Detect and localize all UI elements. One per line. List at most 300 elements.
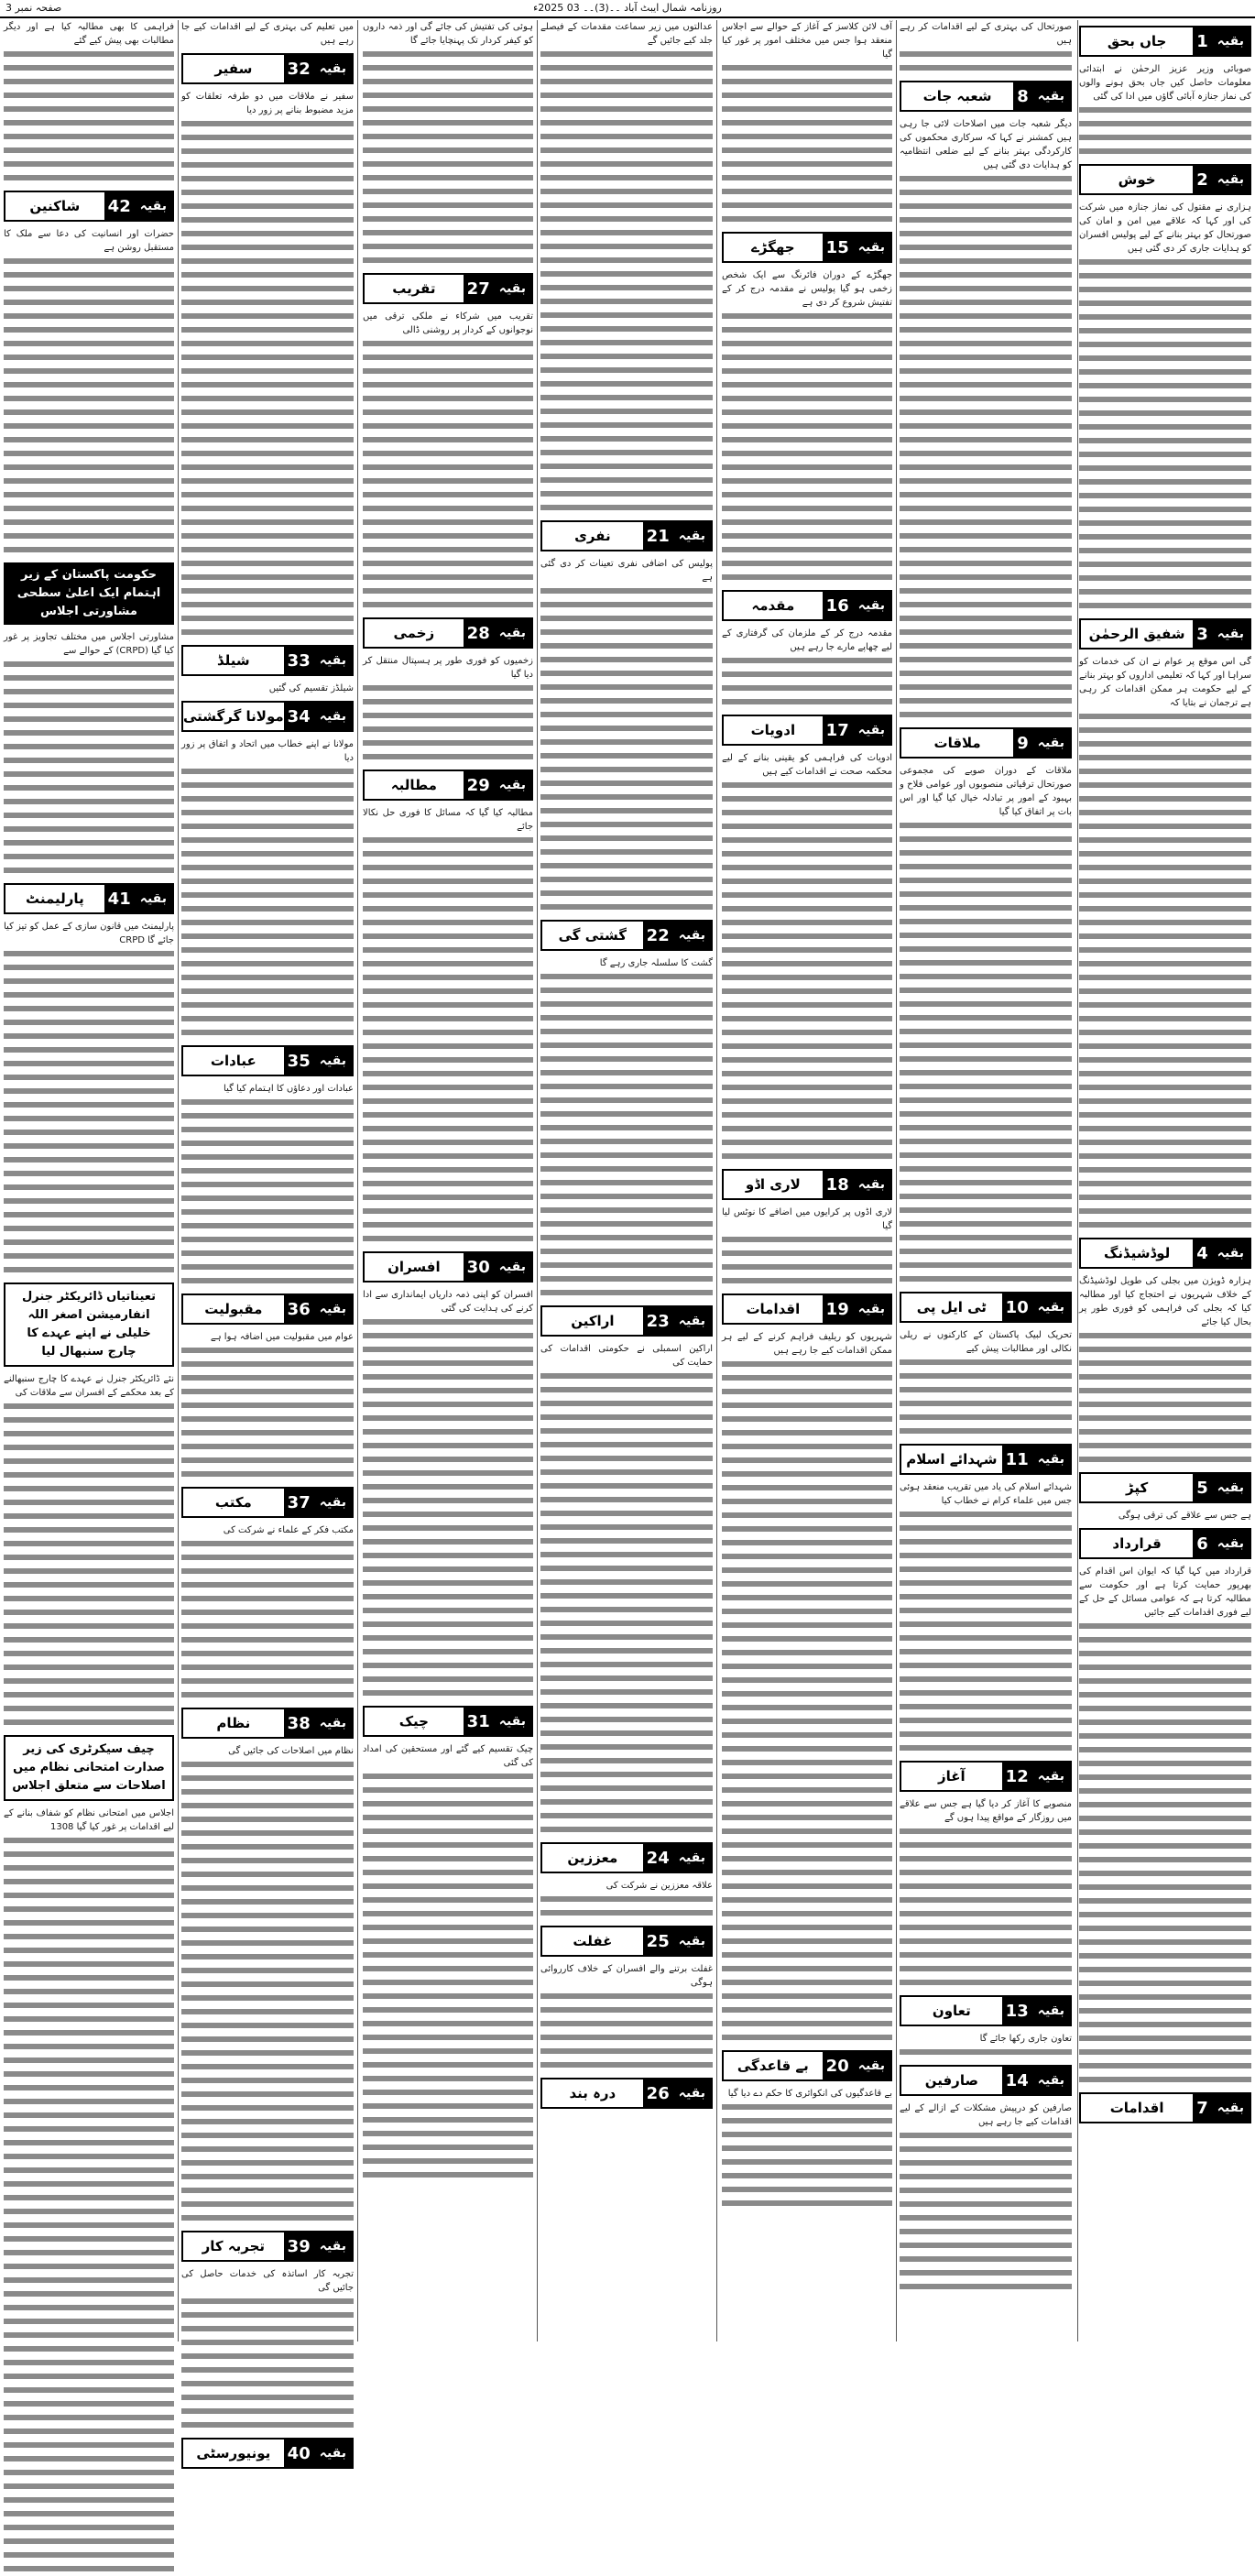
continuation-title: چیک — [365, 1708, 464, 1735]
continuation-title: تقریب — [365, 275, 464, 302]
article-paragraph: صارفین کو درپیش مشکلات کے ازالے کے لیے اقدامات کیے جا رہے ہیں — [900, 2103, 1072, 2127]
continuation-title: مولانا گرگشتی — [183, 703, 284, 730]
continuation-label-18 — [722, 1169, 892, 1200]
article-paragraph: افسران کو اپنی ذمہ داریاں ایمانداری سے ادا کرنے کی ہدایت کی گئی — [363, 1290, 533, 1314]
article-text — [722, 1330, 892, 2045]
column-4 — [540, 20, 713, 2341]
continuation-number: 16 — [823, 592, 853, 619]
continuation-word: بقیہ — [673, 2079, 711, 2107]
article-text — [900, 2032, 1072, 2059]
article-text — [4, 1806, 174, 2576]
article-body-lines — [900, 2046, 1072, 2059]
continuation-title: اقدامات — [724, 1295, 823, 1323]
column-1 — [1079, 20, 1251, 2341]
article-paragraph: جھگڑے کے دوران فائرنگ سے ایک شخص زخمی ہو گیا پولیس نے مقدمہ درج کر کے تفتیش شروع کر دی ہے — [722, 270, 892, 308]
continuation-label-26 — [540, 2078, 713, 2109]
continuation-number: 12 — [1002, 1763, 1032, 1790]
continuation-title: ٹی ایل پی — [901, 1293, 1002, 1321]
continuation-label-27 — [363, 273, 533, 304]
continuation-title: غفلت — [542, 1927, 643, 1955]
continuation-label-19 — [722, 1293, 892, 1325]
article-body-lines — [1079, 1329, 1251, 1467]
continuation-word: بقیہ — [853, 234, 890, 261]
article-body-lines — [181, 1537, 354, 1702]
continuation-number: 15 — [823, 234, 853, 261]
article-paragraph: چیک تقسیم کیے گئے اور مستحقین کی امداد کی گئی — [363, 1744, 533, 1768]
article-paragraph: ملاقات کے دوران صوبے کی مجموعی صورتحال ترقیاتی منصوبوں اور عوامی فلاح و بہبود کے امور پر تبادلہ خیال کیا گیا اور اس بات پر اتفاق کیا گیا — [900, 766, 1072, 817]
continuation-label-36 — [181, 1293, 354, 1325]
continuation-title: نفری — [542, 522, 643, 550]
continuation-title: افسران — [365, 1253, 464, 1281]
article-body-lines — [900, 2129, 1072, 2294]
continuation-label-3 — [1079, 618, 1251, 649]
article-body-lines — [722, 310, 892, 584]
continuation-title: جھگڑے — [724, 234, 823, 261]
article-text — [363, 310, 533, 612]
article-body-lines — [363, 1770, 533, 2182]
article-body-lines — [540, 1990, 713, 2072]
continuation-label-30 — [363, 1251, 533, 1283]
continuation-number: 8 — [1013, 82, 1032, 110]
article-paragraph: ہزارہ ڈویژن میں بجلی کی طویل لوڈشیڈنگ کے خلاف شہریوں نے احتجاج کیا اور مطالبہ کیا کہ بجلی کی فراہمی کو فوری طور پر بحال کیا جائے — [1079, 1276, 1251, 1327]
continuation-word: بقیہ — [314, 2440, 352, 2467]
continuation-title: مقبولیت — [183, 1295, 284, 1323]
article-body-lines — [4, 1834, 174, 2576]
article-paragraph: عوام میں مقبولیت میں اضافہ ہوا ہے — [210, 1332, 354, 1342]
continuation-word: بقیہ — [494, 619, 531, 647]
article-body-lines — [181, 2295, 354, 2432]
article-body-lines — [1079, 256, 1251, 613]
article-paragraph: عبادات اور دعاؤں کا اہتمام کیا گیا — [224, 1084, 354, 1094]
continuation-word: بقیہ — [1212, 166, 1250, 193]
continuation-word: بقیہ — [1212, 1474, 1250, 1501]
continuation-number: 37 — [284, 1489, 314, 1516]
article-body-lines — [540, 970, 713, 1300]
continuation-title: اراکین — [542, 1307, 643, 1335]
article-text — [722, 1206, 892, 1288]
article-text — [722, 627, 892, 709]
continuation-title: یونیورسٹی — [183, 2440, 284, 2467]
continuation-word: بقیہ — [1032, 1763, 1070, 1790]
continuation-number: 41 — [104, 885, 135, 912]
continuation-number: 35 — [284, 1047, 314, 1075]
continuation-word: بقیہ — [1212, 1530, 1250, 1557]
article-paragraph: نظام میں اصلاحات کی جائیں گی — [228, 1746, 354, 1756]
continuation-number: 11 — [1002, 1446, 1032, 1473]
article-paragraph: سفیر نے ملاقات میں دو طرفہ تعلقات کو مزید مضبوط بنانے پر زور دیا — [181, 92, 354, 115]
article-text — [540, 1342, 713, 1837]
continuation-label-23 — [540, 1305, 713, 1337]
article-body-lines — [1079, 104, 1251, 158]
continuation-title: معززین — [542, 1844, 643, 1872]
article-text — [900, 2101, 1072, 2294]
article-body-lines — [181, 1096, 354, 1288]
article-paragraph: تحریک لبیک پاکستان کے کارکنوں نے ریلی نکالی اور مطالبات پیش کیے — [900, 1330, 1072, 1354]
article-body-lines — [1079, 1620, 1251, 2087]
article-body-lines — [4, 255, 174, 557]
continuation-title: تعاون — [901, 1997, 1002, 2025]
continuation-number: 21 — [643, 522, 673, 550]
continuation-title: شیلڈ — [183, 647, 284, 674]
article-body-lines — [4, 658, 174, 878]
continuation-label-31 — [363, 1706, 533, 1737]
continuation-title: مطالبہ — [365, 771, 464, 799]
continuation-title: خوش — [1081, 166, 1193, 193]
article-body-lines — [1079, 710, 1251, 1232]
article-paragraph: ادویات کی فراہمی کو یقینی بنانے کے لیے محکمہ صحت نے اقدامات کیے ہیں — [722, 753, 892, 777]
article-text — [181, 1330, 354, 1481]
continuation-word: بقیہ — [314, 1047, 352, 1075]
continuation-title: شہدائے اسلام — [901, 1446, 1002, 1473]
continuation-number: 14 — [1002, 2067, 1032, 2094]
continuation-number: 32 — [284, 55, 314, 82]
continuation-word: بقیہ — [314, 55, 352, 82]
article-paragraph: لاری اڈوں پر کرایوں میں اضافے کا نوٹس لیا گیا — [722, 1207, 892, 1231]
article-paragraph: منصوبے کا آغاز کر دیا گیا ہے جس سے علاقے میں روزگار کے مواقع پیدا ہوں گے — [900, 1799, 1072, 1823]
continuation-label-28 — [363, 617, 533, 649]
continuation-label-21 — [540, 520, 713, 551]
article-paragraph: دیگر شعبہ جات میں اصلاحات لائی جا رہی ہیں کمشنر نے کہا کہ سرکاری محکموں کی کارکردگی بہتر بنانے کے لیے ضلعی انتظامیہ کو ہدایات دی گئی ہیں — [900, 119, 1072, 170]
continuation-label-38 — [181, 1708, 354, 1739]
continuation-title: تجربہ کار — [183, 2232, 284, 2260]
article-text — [4, 227, 174, 557]
continuation-word: بقیہ — [853, 1171, 890, 1198]
continuation-label-40 — [181, 2438, 354, 2469]
article-body-lines — [900, 1508, 1072, 1755]
continuation-title: قرارداد — [1081, 1530, 1193, 1557]
continuation-label-33 — [181, 645, 354, 676]
article-text — [900, 1480, 1072, 1755]
continuation-word: بقیہ — [1032, 1293, 1070, 1321]
continuation-title: شاکنین — [5, 192, 104, 220]
article-paragraph: مکتب فکر کے علماء نے شرکت کی — [223, 1525, 354, 1535]
continuation-title: جاں بحق — [1081, 27, 1193, 55]
column-7 — [4, 20, 174, 2341]
continuation-word: بقیہ — [1032, 82, 1070, 110]
article-paragraph: مشاورتی اجلاس میں مختلف تجاویز پر غور کیا گیا (CRPD) کے حوالے سے — [4, 632, 174, 656]
article-paragraph: صورتحال کی بہتری کے لیے اقدامات کر رہے ہیں — [900, 22, 1072, 46]
continuation-word: بقیہ — [673, 1844, 711, 1872]
article-paragraph: اراکین اسمبلی نے حکومتی اقدامات کی حمایت کی — [540, 1344, 713, 1368]
continuation-label-39 — [181, 2231, 354, 2262]
continuation-number: 27 — [464, 275, 494, 302]
article-text — [900, 1797, 1072, 1990]
article-text — [1079, 1509, 1251, 1523]
continuation-number: 3 — [1193, 620, 1212, 648]
continuation-label-4 — [1079, 1238, 1251, 1269]
article-paragraph: بے قاعدگیوں کی انکوائری کا حکم دے دیا گیا — [727, 2089, 892, 2099]
article-text — [540, 20, 713, 515]
continuation-number: 4 — [1193, 1239, 1212, 1267]
article-paragraph: شہریوں کو ریلیف فراہم کرنے کے لیے ہر ممکن اقدامات کیے جا رہے ہیں — [722, 1332, 892, 1356]
continuation-label-17 — [722, 715, 892, 746]
continuation-word: بقیہ — [853, 592, 890, 619]
article-paragraph: ہزاری نے مقتول کی نماز جنازہ میں شرکت کی اور کہا کہ علاقے میں امن و امان کی صورتحال کو بہتر بنانے کے لیے پولیس افسران کو ہدایات جاری کر دی گئی ہیں — [1079, 202, 1251, 254]
continuation-number: 39 — [284, 2232, 314, 2260]
article-text — [181, 682, 354, 695]
article-paragraph: مقدمہ درج کر کے ملزمان کی گرفتاری کے لیے چھاپے مارے جا رہے ہیں — [722, 628, 892, 652]
article-text — [900, 20, 1072, 75]
continuation-label-16 — [722, 590, 892, 621]
continuation-title: لوڈشیڈنگ — [1081, 1239, 1193, 1267]
continuation-title: شفیق الرحمٰن — [1081, 620, 1193, 648]
article-paragraph: شہدائے اسلام کی یاد میں تقریب منعقد ہوئی جس میں علماء کرام نے خطاب کیا — [900, 1482, 1072, 1506]
article-paragraph: عدالتوں میں زیر سماعت مقدمات کے فیصلے جلد کیے جائیں گے — [540, 22, 713, 46]
article-body-lines — [722, 1358, 892, 2045]
article-paragraph: گشت کا سلسلہ جاری رہے گا — [599, 958, 713, 968]
continuation-word: بقیہ — [673, 922, 711, 949]
continuation-number: 31 — [464, 1708, 494, 1735]
continuation-word: بقیہ — [673, 522, 711, 550]
article-body-lines — [540, 1370, 713, 1837]
article-text — [1079, 655, 1251, 1232]
continuation-label-32 — [181, 53, 354, 84]
continuation-word: بقیہ — [673, 1927, 711, 1955]
article-body-lines — [900, 48, 1072, 75]
article-text — [363, 654, 533, 764]
article-body-lines — [181, 1758, 354, 2225]
article-body-lines — [4, 1400, 174, 1730]
continuation-number: 29 — [464, 771, 494, 799]
continuation-word: بقیہ — [1032, 729, 1070, 757]
article-paragraph: میں تعلیم کی بہتری کے لیے اقدامات کیے جا رہے ہیں — [181, 22, 354, 46]
article-paragraph: صوبائی وزیر عزیز الرحمٰن نے ابتدائی معلومات حاصل کیں جاں بحق ہونے والوں کی نماز جنازہ آبائی گاؤں میں ادا کی گئی — [1079, 64, 1251, 102]
article-text — [1079, 1274, 1251, 1467]
continuation-title: نظام — [183, 1709, 284, 1737]
continuation-number: 1 — [1193, 27, 1212, 55]
continuation-number: 40 — [284, 2440, 314, 2467]
article-paragraph: حضرات اور انسانیت کی دعا سے ملک کا مستقبل روشن ہے — [4, 229, 174, 253]
continuation-number: 28 — [464, 619, 494, 647]
continuation-label-13 — [900, 1995, 1072, 2026]
article-body-lines — [722, 2101, 892, 2210]
article-text — [900, 1328, 1072, 1438]
column-3 — [722, 20, 892, 2341]
continuation-word: بقیہ — [1032, 1997, 1070, 2025]
continuation-title: ملاقات — [901, 729, 1013, 757]
continuation-label-15 — [722, 232, 892, 263]
continuation-word: بقیہ — [135, 192, 172, 220]
article-paragraph: شیلڈز تقسیم کی گئیں — [268, 683, 354, 693]
article-text — [4, 630, 174, 878]
article-paragraph: تجربہ کار اساتذہ کی خدمات حاصل کی جائیں گی — [181, 2269, 354, 2293]
continuation-number: 38 — [284, 1709, 314, 1737]
article-text — [181, 737, 354, 1040]
continuation-number: 34 — [284, 703, 314, 730]
continuation-word: بقیہ — [494, 1253, 531, 1281]
continuation-label-37 — [181, 1487, 354, 1518]
continuation-word: بقیہ — [853, 1295, 890, 1323]
continuation-number: 18 — [823, 1171, 853, 1198]
article-paragraph: اجلاس میں امتحانی نظام کو شفاف بنانے کے لیے اقدامات پر غور کیا گیا 1308 — [4, 1808, 174, 1832]
article-text — [540, 557, 713, 914]
article-paragraph: غفلت برتنے والے افسران کے خلاف کارروائی ہوگی — [540, 1964, 713, 1988]
article-text — [4, 920, 174, 1277]
continuation-title: سفیر — [183, 55, 284, 82]
continuation-number: 5 — [1193, 1474, 1212, 1501]
article-paragraph: فراہمی کا بھی مطالبہ کیا ہے اور دیگر مطالبات بھی پیش کیے گئے — [4, 22, 174, 46]
continuation-label-22 — [540, 920, 713, 951]
article-text — [1079, 1565, 1251, 2087]
continuation-title: درہ بند — [542, 2079, 643, 2107]
article-text — [4, 1372, 174, 1730]
continuation-word: بقیہ — [673, 1307, 711, 1335]
continuation-number: 22 — [643, 922, 673, 949]
article-text — [1079, 62, 1251, 158]
continuation-word: بقیہ — [494, 1708, 531, 1735]
section-headline: حکومت پاکستان کے زیر اہتمام ایک اعلیٰ سطحی مشاورتی اجلاس — [4, 562, 174, 625]
page-number: صفحہ نمبر 3 — [5, 2, 62, 14]
continuation-word: بقیہ — [314, 1709, 352, 1737]
article-paragraph: زخمیوں کو فوری طور پر ہسپتال منتقل کر دیا گیا — [363, 656, 533, 680]
article-body-lines — [722, 654, 892, 709]
article-body-lines — [900, 1825, 1072, 1990]
article-body-lines — [363, 682, 533, 764]
section-headline: تعیناتیاں ڈائریکٹر جنرل انفارمیشن اصغر اللہ خلیلی نے اپنے عہدے کا چارج سنبھال لیا — [4, 1283, 174, 1367]
continuation-label-11 — [900, 1444, 1072, 1475]
continuation-word: بقیہ — [314, 2232, 352, 2260]
continuation-label-41 — [4, 883, 174, 914]
continuation-number: 2 — [1193, 166, 1212, 193]
article-body-lines — [722, 1233, 892, 1288]
article-body-lines — [540, 48, 713, 515]
article-body-lines — [540, 584, 713, 914]
article-paragraph: ہوئی کی تفتیش کی جائے گی اور ذمہ داروں کو کیفر کردار تک پہنچایا جائے گا — [363, 22, 533, 46]
continuation-word: بقیہ — [314, 647, 352, 674]
continuation-label-1 — [1079, 26, 1251, 57]
article-body-lines — [181, 1344, 354, 1481]
article-paragraph: ہے جس سے علاقے کی ترقی ہوگی — [1118, 1511, 1251, 1521]
continuation-number: 36 — [284, 1295, 314, 1323]
article-text — [4, 20, 174, 185]
continuation-title: مکتب — [183, 1489, 284, 1516]
continuation-word: بقیہ — [1032, 2067, 1070, 2094]
continuation-number: 25 — [643, 1927, 673, 1955]
article-text — [722, 751, 892, 1163]
continuation-word: بقیہ — [1212, 27, 1250, 55]
continuation-title: بے قاعدگی — [724, 2052, 823, 2079]
article-text — [363, 806, 533, 1246]
continuation-label-25 — [540, 1926, 713, 1957]
article-paragraph: پارلیمنٹ میں قانون سازی کے عمل کو تیز کیا جائے گا CRPD — [4, 922, 174, 945]
continuation-number: 26 — [643, 2079, 673, 2107]
masthead — [0, 0, 1255, 18]
column-2 — [900, 20, 1072, 2341]
article-body-lines — [363, 48, 533, 267]
continuation-title: شعبہ جات — [901, 82, 1013, 110]
article-text — [181, 2267, 354, 2432]
continuation-label-5 — [1079, 1472, 1251, 1503]
continuation-number: 9 — [1013, 729, 1032, 757]
article-body-lines — [4, 947, 174, 1277]
article-paragraph: مولانا نے اپنے خطاب میں اتحاد و اتفاق پر زور دیا — [181, 739, 354, 763]
continuation-label-9 — [900, 727, 1072, 759]
article-paragraph: قرارداد میں کہا گیا کہ ایوان اس اقدام کی بھرپور حمایت کرتا ہے اور حکومت سے مطالبہ کرتا ہے کہ عوامی مسائل کے حل کے لیے فوری اقدامات کیے جائیں — [1079, 1566, 1251, 1618]
continuation-word: بقیہ — [314, 1295, 352, 1323]
article-text — [181, 1082, 354, 1288]
article-text — [900, 764, 1072, 1286]
article-paragraph: تعاون جاری رکھا جائے گا — [979, 2034, 1072, 2044]
article-text — [722, 268, 892, 584]
continuation-number: 24 — [643, 1844, 673, 1872]
article-paragraph: پولیس کی اضافی نفری تعینات کر دی گئی ہے — [540, 559, 713, 583]
continuation-title: آغاز — [901, 1763, 1002, 1790]
continuation-label-14 — [900, 2065, 1072, 2096]
article-text — [181, 1744, 354, 2225]
continuation-title: گشتی گی — [542, 922, 643, 949]
continuation-label-24 — [540, 1842, 713, 1873]
continuation-title: کپڑ — [1081, 1474, 1193, 1501]
article-body-lines — [540, 1893, 713, 1920]
continuation-word: بقیہ — [853, 2052, 890, 2079]
continuation-label-2 — [1079, 164, 1251, 195]
continuation-label-29 — [363, 770, 533, 801]
continuation-number: 42 — [104, 192, 135, 220]
continuation-label-42 — [4, 191, 174, 222]
article-text — [540, 1962, 713, 2072]
article-body-lines — [4, 48, 174, 185]
article-body-lines — [900, 1356, 1072, 1438]
article-text — [540, 956, 713, 1300]
masthead-title: روزنامہ شمال ایبٹ آباد ۔۔(3)۔۔ 03 2025ء — [533, 2, 722, 14]
article-paragraph: علاقہ معززین نے شرکت کی — [606, 1881, 713, 1891]
continuation-title: زخمی — [365, 619, 464, 647]
continuation-title: عبادات — [183, 1047, 284, 1075]
continuation-title: صارفین — [901, 2067, 1002, 2094]
article-paragraph: گی اس موقع پر عوام نے ان کی خدمات کو سراہا اور کہا کہ تعلیمی اداروں کو بہتر بنانے کے لیے حکومت ہر ممکن اقدامات کر رہی ہے ترجمان نے بتایا کہ — [1079, 657, 1251, 708]
article-text — [540, 1879, 713, 1920]
continuation-label-20 — [722, 2050, 892, 2081]
article-body-lines — [181, 117, 354, 639]
article-paragraph: آف لائن کلاسز کے آغاز کے حوالے سے اجلاس منعقد ہوا جس میں مختلف امور پر غور کیا گیا — [722, 22, 892, 60]
continuation-word: بقیہ — [1212, 1239, 1250, 1267]
continuation-number: 30 — [464, 1253, 494, 1281]
continuation-number: 13 — [1002, 1997, 1032, 2025]
continuation-label-6 — [1079, 1528, 1251, 1559]
continuation-title: لاری اڈو — [724, 1171, 823, 1198]
article-text — [722, 2087, 892, 2210]
continuation-word: بقیہ — [135, 885, 172, 912]
article-body-lines — [900, 172, 1072, 722]
continuation-word: بقیہ — [314, 703, 352, 730]
article-text — [181, 1523, 354, 1702]
continuation-number: 33 — [284, 647, 314, 674]
continuation-number: 19 — [823, 1295, 853, 1323]
continuation-word: بقیہ — [314, 1489, 352, 1516]
column-6 — [181, 20, 354, 2463]
article-text — [900, 117, 1072, 722]
article-text — [722, 20, 892, 226]
article-text — [181, 90, 354, 639]
article-text — [363, 1288, 533, 1700]
continuation-title: مقدمہ — [724, 592, 823, 619]
article-text — [1079, 201, 1251, 613]
continuation-word: بقیہ — [1032, 1446, 1070, 1473]
continuation-word: بقیہ — [494, 771, 531, 799]
continuation-word: بقیہ — [853, 716, 890, 744]
continuation-number: 10 — [1002, 1293, 1032, 1321]
article-body-lines — [900, 819, 1072, 1286]
article-text — [363, 20, 533, 267]
continuation-word: بقیہ — [494, 275, 531, 302]
section-headline: چیف سیکرٹری کی زیر صدارت امتحانی نظام میں اصلاحات سے متعلق اجلاس — [4, 1735, 174, 1801]
article-paragraph: مطالبہ کیا گیا کہ مسائل کا فوری حل نکالا جائے — [363, 808, 533, 832]
column-5 — [363, 20, 533, 2341]
article-paragraph: تقریب میں شرکاء نے ملکی ترقی میں نوجوانوں کے کردار پر روشنی ڈالی — [363, 311, 533, 335]
article-paragraph: نئے ڈائریکٹر جنرل نے عہدے کا چارج سنبھالنے کے بعد محکمے کے افسران سے ملاقات کی — [4, 1374, 174, 1398]
continuation-label-7 — [1079, 2092, 1251, 2123]
continuation-number: 23 — [643, 1307, 673, 1335]
